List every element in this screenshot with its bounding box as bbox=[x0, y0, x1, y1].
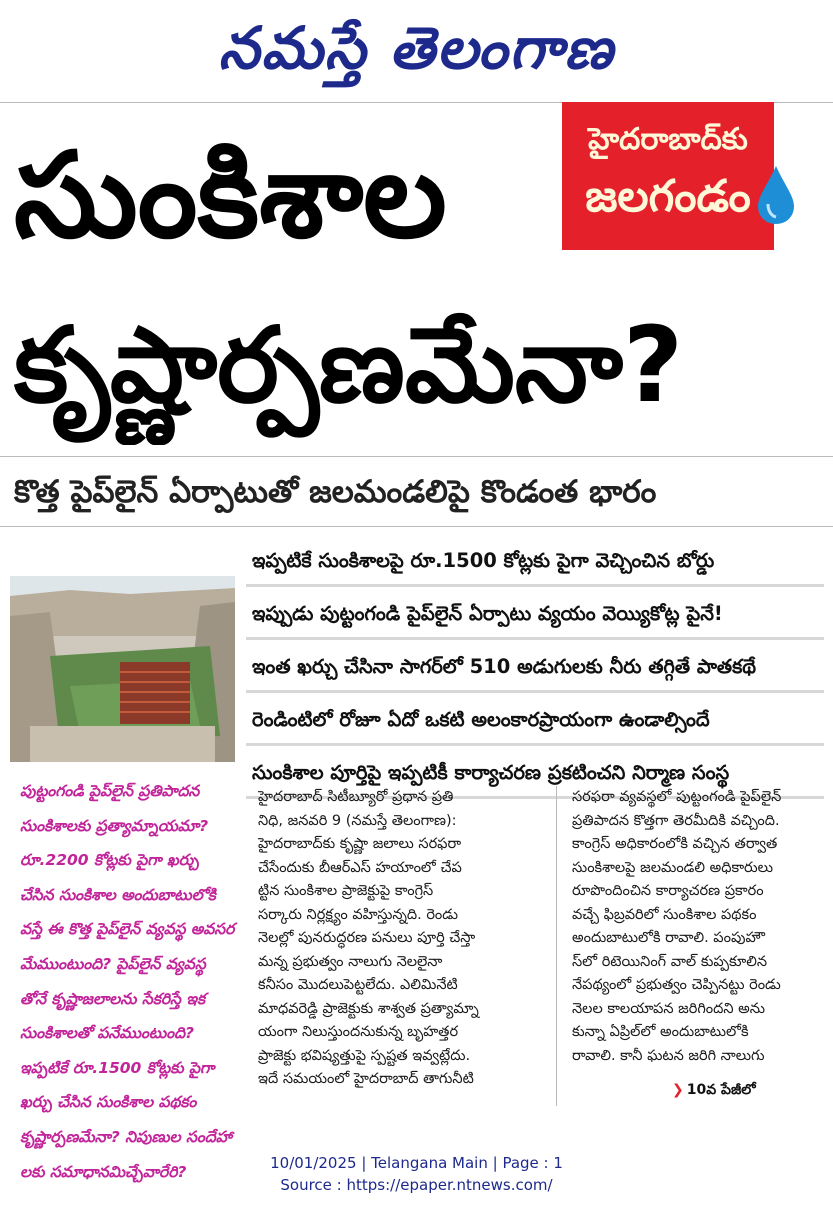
article-line: ప్రతిపాదన కొత్తగా తెరమీదికి వచ్చింది. bbox=[572, 812, 780, 829]
subheadline: కొత్త పైప్‌లైన్ ఏర్పాటుతో జలమండలిపై కొండంత భారం bbox=[14, 474, 657, 510]
subheadline-rule bbox=[0, 526, 833, 527]
project-site-photo bbox=[10, 576, 235, 762]
article-line: స్‌లో రిటెయినింగ్ వాల్ కుప్పకూలిన bbox=[572, 953, 768, 970]
continued-on-page[interactable] bbox=[672, 1082, 756, 1101]
headline-line-2: కృష్ణార్పణమేనా? bbox=[14, 304, 684, 426]
sidebar-question-box bbox=[20, 774, 242, 1189]
highlight-item: సుంకిశాల పూర్తిపై ఇప్పటికీ కార్యాచరణ ప్రకటించని నిర్మాణ సంస్థ bbox=[246, 750, 824, 799]
article-line: రూపొందించిన కార్యాచరణ ప్రకారం bbox=[572, 883, 764, 899]
badge-line-2: జలగండం bbox=[585, 171, 751, 222]
article-line: ట్టిన సుంకిశాల ప్రాజెక్టుపై కాంగ్రెస్ bbox=[258, 883, 434, 899]
column-divider bbox=[556, 786, 557, 1106]
article-line: హైదరాబాద్‌కు కృష్ణా జలాలు సరఫరా bbox=[258, 836, 462, 852]
article-line: హైదరాబాద్ సిటీబ్యూరో ప్రధాన ప్రతి bbox=[258, 789, 454, 805]
article-line: యంగా నిలుస్తుందనుకున్న బృహత్తర bbox=[258, 1024, 459, 1040]
section-badge bbox=[562, 102, 774, 250]
highlight-item: ఇంత ఖర్చు చేసినా సాగర్‌లో 510 అడుగులకు నీరు తగ్గితే పాతకథే bbox=[246, 644, 824, 693]
highlight-item: ఇప్పటికే సుంకిశాలపై రూ.1500 కోట్లకు పైగా వెచ్చించిన బోర్డు bbox=[246, 538, 824, 587]
article-line: ప్రాజెక్టు భవిష్యత్తుపై స్పష్టత ఇవ్వట్లేదు. bbox=[258, 1047, 471, 1064]
sidebar-line: మేముంటుంది? పైప్‌లైన్ వ్యవస్థ bbox=[20, 954, 206, 973]
sidebar-line: ఇప్పటికే రూ.1500 కోట్లకు పైగా bbox=[20, 1058, 215, 1077]
highlight-item: రెండింటిలో రోజూ ఏదో ఒకటి అలంకారప్రాయంగా ఉండాల్సిందే bbox=[246, 697, 824, 746]
article-line: మాధవరెడ్డి ప్రాజెక్టుకు శాశ్వత ప్రత్యామ్నా bbox=[258, 1000, 479, 1017]
headline-rule bbox=[0, 456, 833, 457]
article-line: నెలల కాలయాపన జరిగిందని అను bbox=[572, 1000, 765, 1017]
sidebar-line: సుంకిశాలకు ప్రత్యామ్నాయమా? bbox=[20, 816, 209, 835]
article-line: కనీసం మొదలుపెట్టలేదు. ఎలిమినేటి bbox=[258, 977, 458, 993]
sidebar-line: సుంకిశాలతో పనేముంటుంది? bbox=[20, 1024, 195, 1043]
water-drop-icon bbox=[754, 164, 798, 226]
footer-source-link[interactable]: Source : https://epaper.ntnews.com/ bbox=[280, 1176, 553, 1194]
sidebar-line: వస్తే ఈ కొత్త పైప్‌లైన్ వ్యవస్థ అవసర bbox=[20, 920, 235, 939]
sidebar-line: పుట్టంగండి పైప్‌లైన్ ప్రతిపాదన bbox=[20, 782, 200, 800]
continued-label: 10వ పేజీలో bbox=[686, 1082, 756, 1098]
article-line: సర్కారు నిర్లక్ష్యం వహిస్తున్నది. రెండు bbox=[258, 906, 459, 923]
article-line: కాంగ్రెస్ అధికారంలోకి వచ్చిన తర్వాత bbox=[572, 836, 778, 852]
article-line: చేసేందుకు బీఆర్‌ఎస్ హయాంలో చేప bbox=[258, 859, 462, 876]
article-line: కున్నా ఏప్రిల్‌లో అందుబాటులోకి bbox=[572, 1024, 749, 1040]
article-line: వచ్చే ఫిబ్రవరిలో సుంకిశాల పథకం bbox=[572, 906, 757, 923]
highlight-item: ఇప్పుడు పుట్టంగండి పైప్‌లైన్ ఏర్పాటు వ్యయం వెయ్యికోట్ల పైనే! bbox=[246, 591, 824, 640]
article-line: సరఫరా వ్యవస్థలో పుట్టంగండి పైప్‌లైన్ bbox=[572, 789, 782, 805]
sidebar-line: కృష్ణార్పణమేనా? నిపుణుల సందేహా bbox=[20, 1127, 232, 1146]
footer-date-edition: 10/01/2025 | Telangana Main | Page : 1 bbox=[270, 1154, 563, 1172]
headline-line-1: సుంకిశాల bbox=[14, 126, 447, 264]
article-line: నెలల్లో పునరుద్ధరణ పనులు పూర్తి చేస్తా bbox=[258, 930, 476, 946]
sidebar-line: తోనే కృష్ణాజలాలను సేకరిస్తే ఇక bbox=[20, 989, 206, 1008]
highlights-list bbox=[246, 538, 824, 803]
article-column-2 bbox=[572, 786, 822, 1068]
article-line: ఇదే సమయంలో హైదరాబాద్ తాగునీటి bbox=[258, 1071, 474, 1087]
sidebar-line: లకు సమాధానమిచ్చేవారేరి? bbox=[20, 1162, 187, 1181]
article-line: మన్న ప్రభుత్వం నాలుగు నెలలైనా bbox=[258, 953, 443, 970]
article-line: అందుబాటులోకి రావాలి. పంపుహౌ bbox=[572, 930, 765, 946]
sidebar-line: ఖర్చు చేసిన సుంకిశాల పథకం bbox=[20, 1093, 197, 1112]
sidebar-line: చేసిన సుంకిశాల అందుబాటులోకి bbox=[20, 885, 216, 904]
article-line: సుంకిశాలపై జలమండలి అధికారులు bbox=[572, 859, 773, 876]
article-line: నేపథ్యంలో ప్రభుత్వం చెప్పినట్టు రెండు bbox=[572, 977, 781, 993]
chevron-right-icon: ❯ bbox=[672, 1082, 684, 1098]
sidebar-line: రూ.2200 కోట్లకు పైగా ఖర్చు bbox=[20, 851, 199, 870]
article-line: రావాలి. కానీ ఘటన జరిగి నాలుగు bbox=[572, 1047, 765, 1064]
article-column-1 bbox=[258, 786, 538, 1092]
masthead-title: నమస్తే తెలంగాణ bbox=[218, 14, 615, 82]
article-line: నిధి, జనవరి 9 (నమస్తే తెలంగాణ): bbox=[258, 812, 457, 829]
badge-line-1: హైదరాబాద్‌కు bbox=[588, 122, 748, 157]
